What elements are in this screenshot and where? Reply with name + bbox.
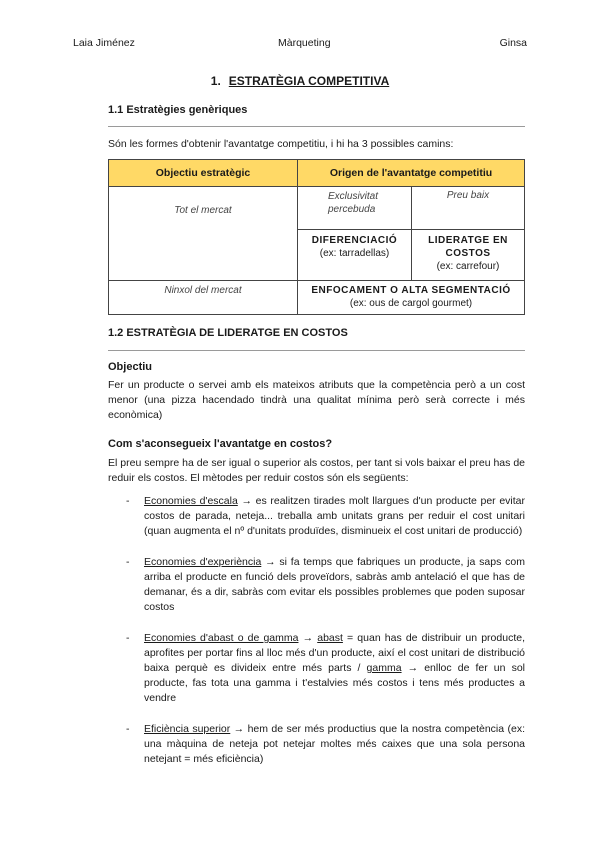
section-1-intro: Són les formes d'obtenir l'avantatge competitiu, i hi ha 3 possibles camins:	[108, 138, 454, 150]
objectiu-text: Fer un producte o servei amb els mateixos atributs que la competència però a un cost menor (una pizza hacendado tindrà una qualitat mínima però serà correcte i més econòmica)	[108, 379, 525, 421]
bullet-dash: -	[126, 495, 130, 507]
section-1-heading: 1.1 Estratègies genèriques	[108, 104, 248, 116]
row-tot-el-mercat: Tot el mercat	[109, 187, 298, 281]
cell-preu-baix: Preu baix	[412, 187, 525, 230]
title-text: ESTRATÈGIA COMPETITIVA	[228, 74, 390, 88]
page-header	[73, 37, 527, 51]
row-ninxol: Ninxol del mercat	[109, 281, 298, 315]
item-term: Economies d'escala	[144, 495, 238, 507]
com-text: El preu sempre ha de ser igual o superior als costos, per tant si vols baixar el preu has de reduir els costos. El mètodes per reduir costos són els següents:	[108, 457, 525, 484]
item-text: → es realitzen tirades molt llargues d'un producte per evitar costos de parada, neteja... treballa amb unitats grans per reduir el cost unitari (quan augmenta el nº d'unitats produïdes, disminueix el cost unitari de producció)	[144, 495, 525, 537]
cell-exclusivitat: Exclusivitat percebuda	[298, 187, 412, 230]
cost-methods-list	[108, 494, 525, 783]
diferenciacio-label: DIFERENCIACIÓ	[311, 235, 398, 246]
diferenciacio-example: (ex: tarradellas)	[319, 248, 390, 259]
item-text: = quan has de distribuir un producte, aprofites per portar fins al lloc més d'un producte, així el cost unitari de distribució baixa perquè es divideix entre més parts /	[144, 632, 525, 674]
item-term: Economies d'abast o de gamma	[144, 632, 299, 644]
page-title	[0, 74, 600, 88]
item-text-b: → enlloc de fer un sol producte, fas tota una gamma i t'estalvies més costos i tens més productes a vendre	[144, 662, 525, 704]
cell-enfocament	[298, 281, 525, 315]
strategy-table	[108, 159, 525, 315]
list-item	[108, 555, 525, 615]
section-2-heading: 1.2 ESTRATÈGIA DE LIDERATGE EN COSTOS	[108, 327, 348, 339]
item-term: Eficiència superior	[144, 723, 231, 735]
item-text: → hem de ser més productius que la nostra competència (ex: una màquina de neteja pot netejar moltes més caixes que una sola persona netejant = més eficiència)	[144, 723, 525, 765]
bullet-dash: -	[126, 556, 130, 568]
enfocament-label: ENFOCAMENT O ALTA SEGMENTACIÓ	[311, 285, 511, 296]
bullet-dash: -	[126, 723, 130, 735]
table-header-objectiu: Objectiu estratègic	[109, 160, 298, 187]
cell-lideratge	[412, 230, 525, 281]
header-subject: Màrqueting	[278, 37, 331, 49]
item-term: Economies d'experiència	[144, 556, 262, 568]
title-number: 1.	[210, 74, 221, 88]
objectiu-title: Objectiu	[108, 361, 153, 373]
item-text: → si fa temps que fabriques un producte, ja saps com arriba el producte en funció dels proveïdors, sabràs amb antelació el que has de demanar, és a dir, sabràs com evitar els possibles problemes que poden suposar costos	[144, 556, 525, 613]
cell-diferenciacio	[298, 230, 412, 281]
section-2-rule	[108, 350, 525, 351]
item-arrow: →	[298, 632, 318, 644]
lideratge-example: (ex: carrefour)	[436, 261, 500, 272]
bullet-dash: -	[126, 632, 130, 644]
header-author: Laia Jiménez	[73, 37, 135, 49]
enfocament-example: (ex: ous de cargol gourmet)	[349, 298, 473, 309]
com-title: Com s'aconsegueix l'avantatge en costos?	[108, 438, 333, 450]
section-1-rule	[108, 126, 525, 127]
list-item	[108, 494, 525, 539]
list-item	[108, 631, 525, 706]
item-abast: abast	[317, 632, 343, 644]
list-item	[108, 722, 525, 767]
item-gamma: gamma	[366, 662, 402, 674]
lideratge-label: LIDERATGE EN COSTOS	[428, 235, 508, 259]
header-school: Ginsa	[499, 37, 527, 49]
table-header-origen: Origen de l'avantatge competitiu	[298, 160, 525, 187]
